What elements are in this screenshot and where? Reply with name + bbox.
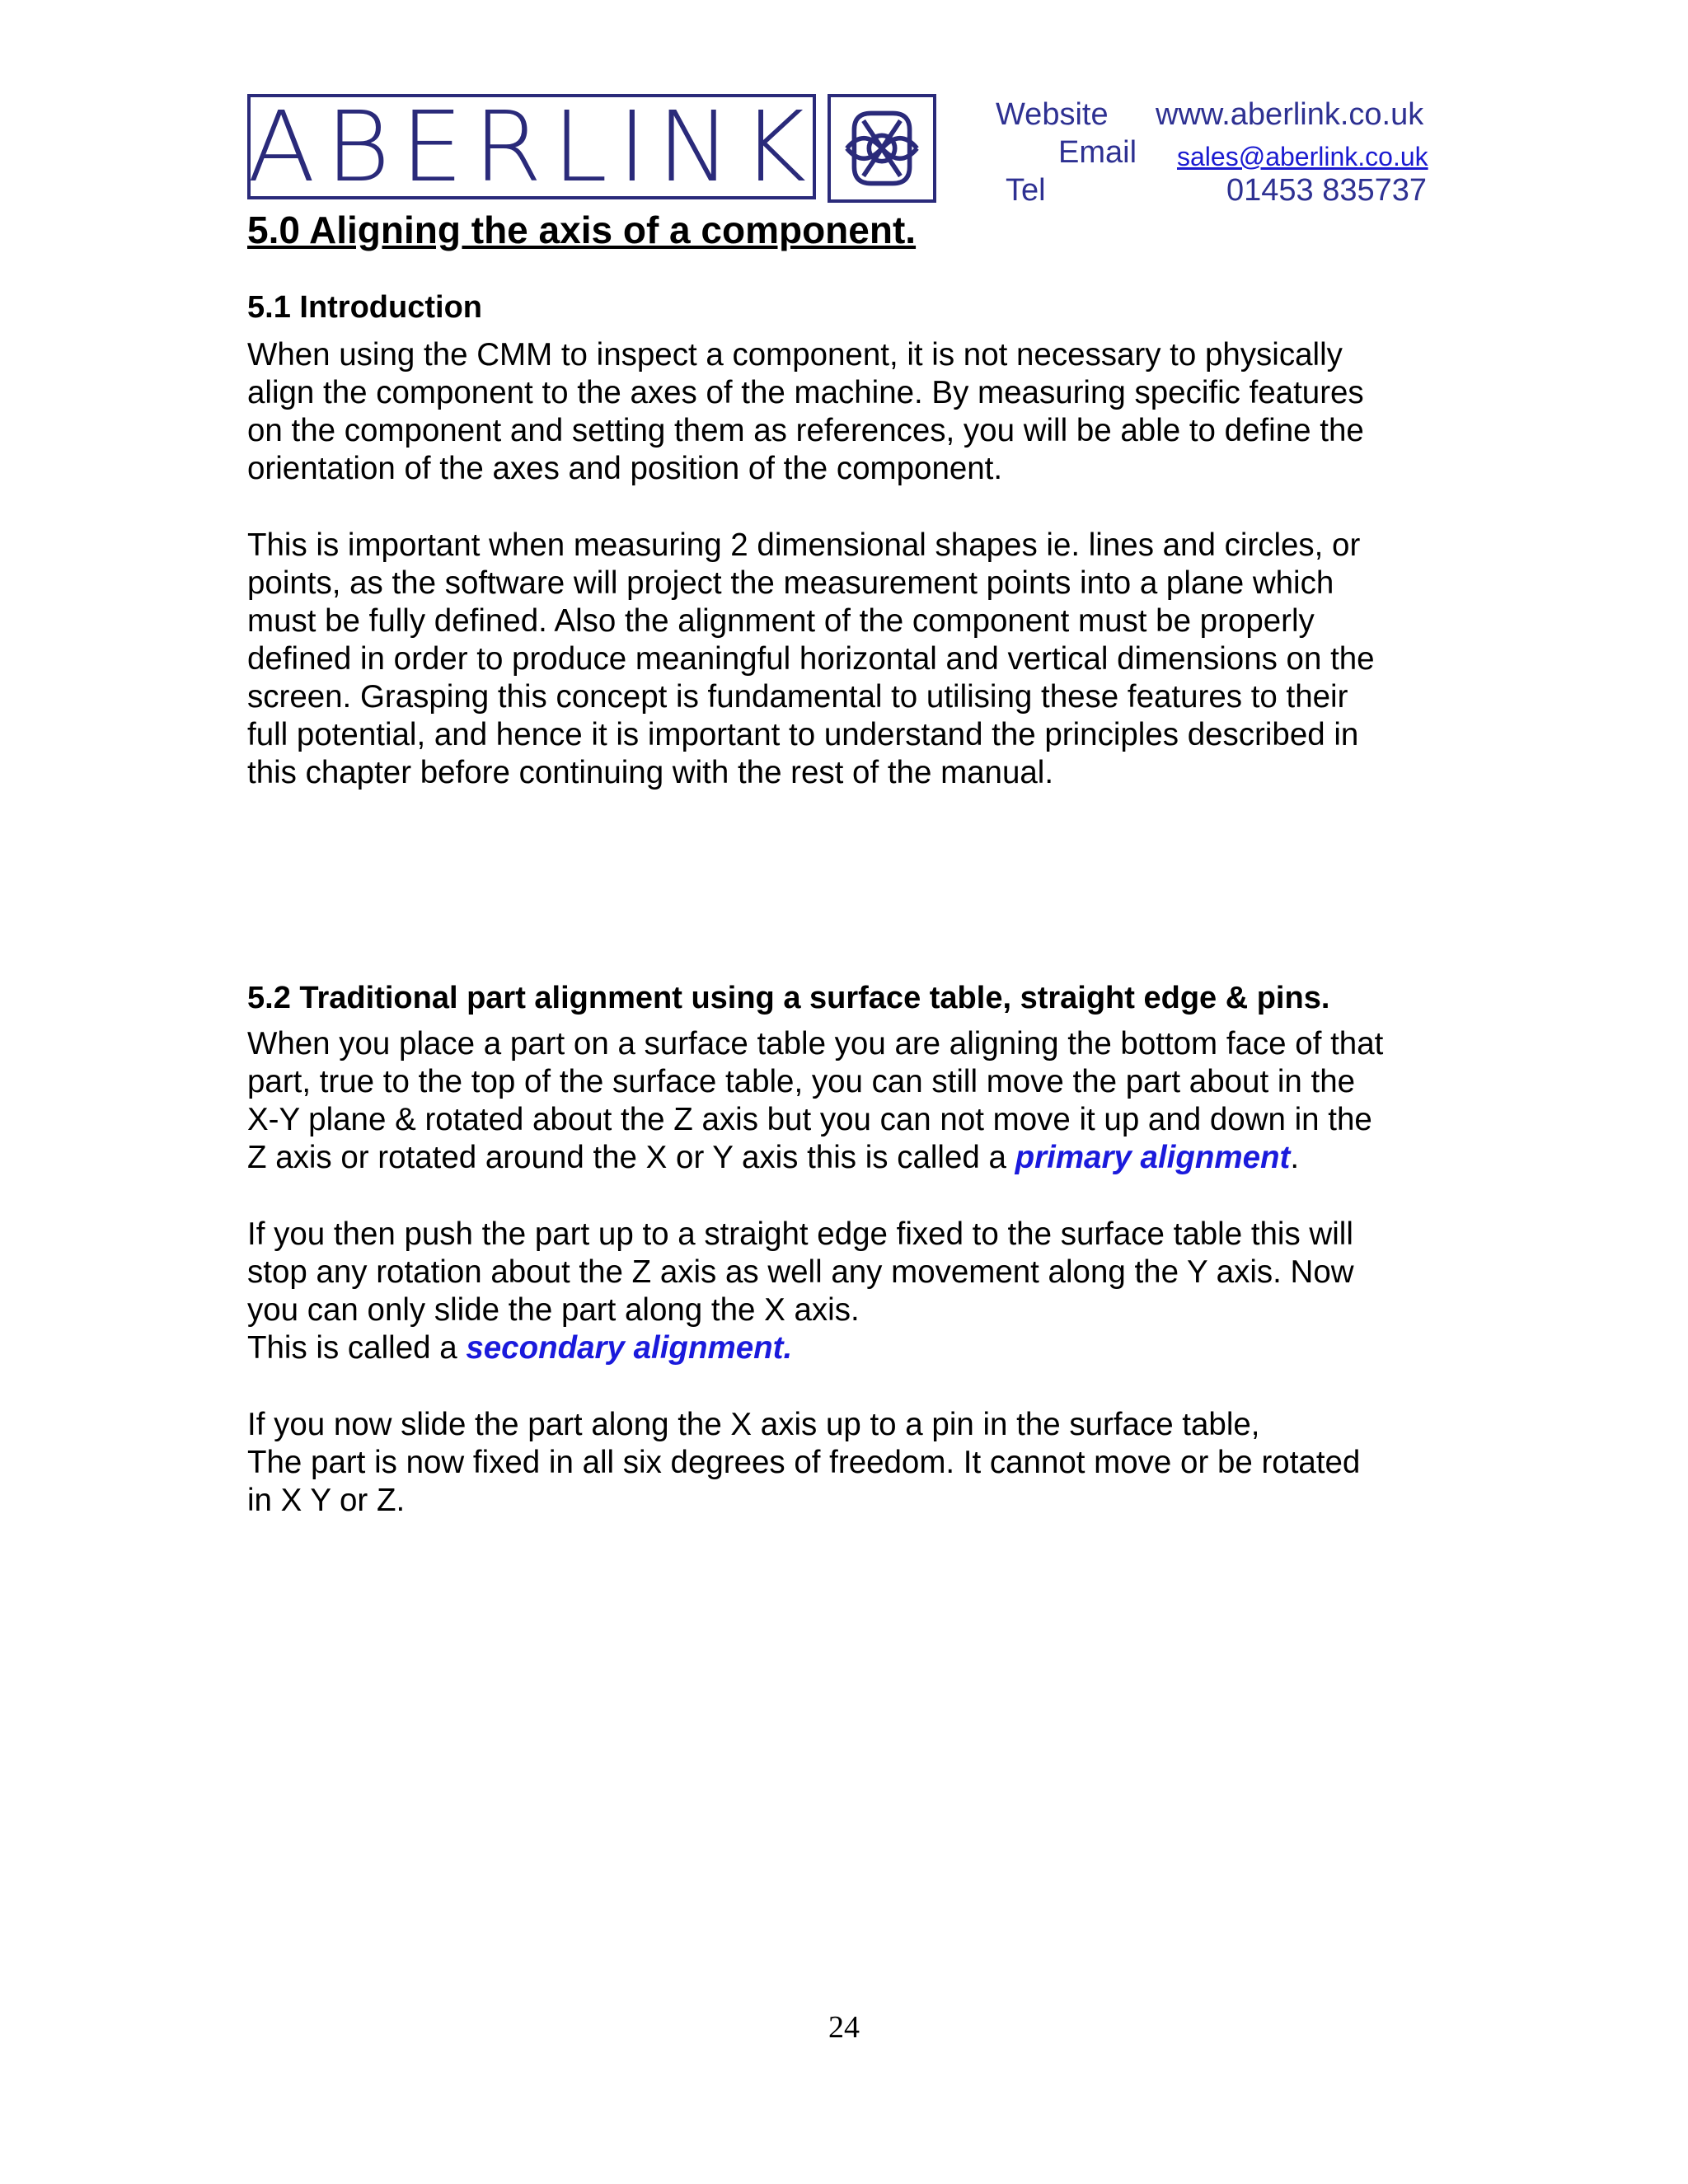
section-heading-introduction: 5.1 Introduction	[247, 290, 482, 325]
alignment-paragraph-2-text: If you then push the part up to a straight edge fixed to the surface table this will stop any rotation about the Z axis as well any movement along the Y axis. Now you can only slide the part along the X axis. This is called a	[247, 1216, 1354, 1366]
primary-alignment-term: primary alignment	[1015, 1140, 1291, 1175]
secondary-alignment-term: secondary alignment.	[466, 1330, 793, 1366]
logo-text: ABERLINK	[246, 90, 817, 204]
aberlink-logo	[246, 90, 940, 204]
alignment-paragraph-2	[247, 1216, 1451, 1367]
tel-value: 01453 835737	[1226, 173, 1428, 208]
email-label: Email	[1058, 135, 1137, 170]
page-title: 5.0 Aligning the axis of a component.	[247, 209, 917, 251]
alignment-paragraph-3: If you now slide the part along the X axis up to a pin in the surface table, The part is now fixed in all six degrees of freedom. It cannot move or be rotated in X Y or Z.	[247, 1407, 1361, 1518]
email-link[interactable]: sales@aberlink.co.uk	[1177, 142, 1428, 171]
tel-label: Tel	[1006, 173, 1046, 208]
website-label: Website	[996, 97, 1109, 132]
intro-paragraph-2: This is important when measuring 2 dimensional shapes ie. lines and circles, or points, as the software will project the measurement points into a plane which must be fully defined. Also the alignment of the component must be properly defined in order to produce meaningful horizontal and vertical dimensions on the screen. Grasping this concept is fundamental to utilising these features to their full potential, and hence it is important to understand the principles described in this chapter before continuing with the rest of the manual.	[247, 527, 1375, 790]
celtic-knot-icon	[828, 94, 936, 203]
alignment-paragraph-1-text: When you place a part on a surface table you are aligning the bottom face of that part, true to the top of the surface table, you can still move the part about in the X-Y plane & rotated about the Z axis but you can not move it up and down in the Z axis or rotated around the X or Y axis this is called a	[247, 1026, 1384, 1175]
alignment-paragraph-1	[247, 1025, 1451, 1177]
alignment-paragraph-1-end: .	[1290, 1140, 1300, 1175]
section-heading-traditional-alignment: 5.2 Traditional part alignment using a surface table, straight edge & pins.	[247, 981, 1330, 1015]
email-link-wrap	[1177, 138, 1428, 174]
logo-wordmark-box	[246, 90, 817, 204]
website-value[interactable]: www.aberlink.co.uk	[1156, 97, 1424, 132]
intro-paragraph-1: When using the CMM to inspect a component, it is not necessary to physically align the component to the axes of the machine. By measuring specific features on the component and setting them as references, you will be able to define the orientation of the axes and position of the component.	[247, 337, 1364, 486]
page-number: 24	[828, 2010, 860, 2045]
